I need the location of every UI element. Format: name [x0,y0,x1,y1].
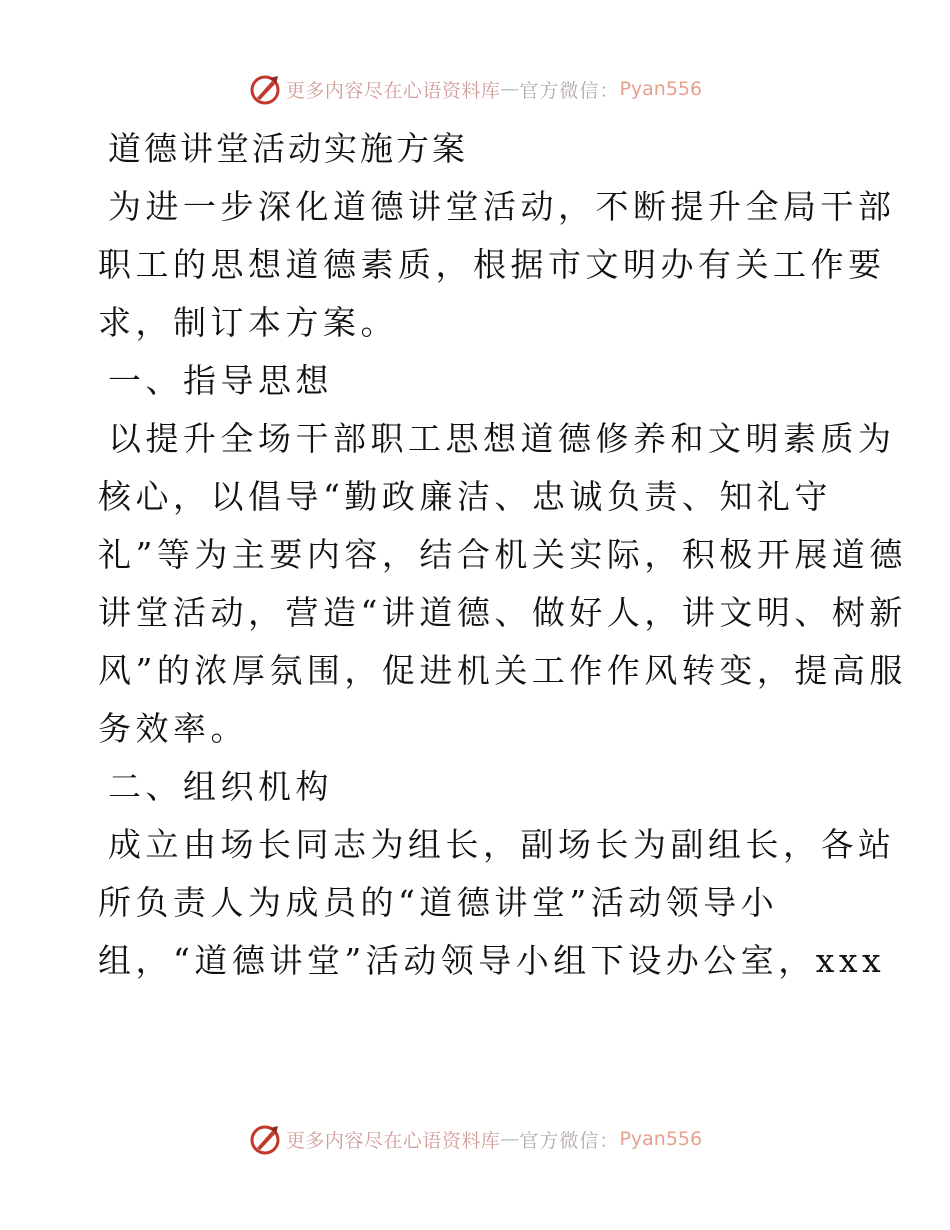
watermark-wechat-id: Pyan556 [619,1128,703,1150]
section1-line: 风”的浓厚氛围，促进机关工作作风转变，提高服 [98,651,907,690]
watermark-dash: — [500,1128,520,1150]
section-heading-organization: 二、组织机构 [108,767,333,806]
watermark-wechat-label: 官方微信： [519,79,620,102]
section1-line: 礼”等为主要内容，结合机关实际，积极开展道德 [98,535,907,574]
intro-line: 职工的思想道德素质，根据市文明办有关工作要 [98,245,886,284]
document-body [98,120,907,990]
watermark-dash: — [500,78,520,100]
intro-line: 为进一步深化道德讲堂活动，不断提升全局干部 [108,187,896,226]
section1-line: 讲堂活动，营造“讲道德、做好人，讲文明、树新 [98,593,907,632]
watermark-main-text: 更多内容尽在心语资料库 [285,79,501,102]
watermark-main-text: 更多内容尽在心语资料库 [285,1129,501,1152]
header-watermark [0,72,950,106]
watermark-wechat-id: Pyan556 [619,78,703,100]
quill-logo-icon [248,1122,282,1156]
watermark-wechat-label: 官方微信： [519,1129,620,1152]
footer-watermark [0,1122,950,1156]
document-title: 道德讲堂活动实施方案 [108,129,468,168]
section1-line: 核心，以倡导“勤政廉洁、忠诚负责、知礼守 [98,477,832,516]
section2-line: 所负责人为成员的“道德讲堂”活动领导小 [98,883,779,922]
section2-line: 成立由场长同志为组长，副场长为副组长，各站 [108,825,896,864]
section-heading-guiding-ideology: 一、指导思想 [108,361,333,400]
section2-line: 组，“道德讲堂”活动领导小组下设办公室，xxx [98,941,886,980]
section1-line: 以提升全场干部职工思想道德修养和文明素质为 [108,419,896,458]
quill-logo-icon [248,72,282,106]
intro-line: 求，制订本方案。 [98,303,398,342]
section1-line: 务效率。 [98,709,248,748]
